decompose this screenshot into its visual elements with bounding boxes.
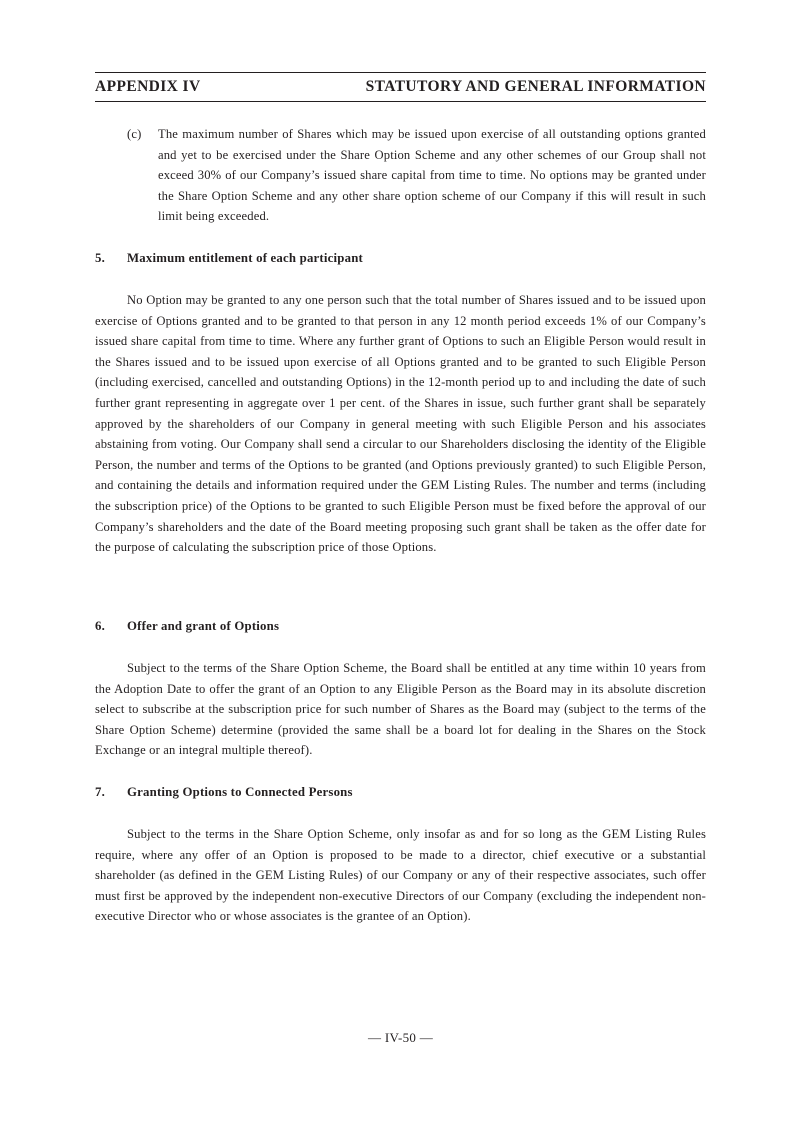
page-number: — IV-50 —	[367, 1030, 434, 1045]
section-heading-7	[95, 782, 706, 802]
header-rule-top	[95, 72, 706, 73]
header-right-title: STATUTORY AND GENERAL INFORMATION	[365, 78, 706, 95]
page-header	[95, 78, 706, 102]
section-5-paragraph: No Option may be granted to any one person such that the total number of Shares issued and to be issued upon exercise of Options granted and to be granted to that person in any 12 month period exceeds 1% of our Company’s issued share capital from time to time. Where any further grant of Options to such an Eligible Person would result in the Shares issued and to be issued upon exercise of all Options granted and to be granted to such Eligible Person (including exercised, cancelled and outstanding Options) in the 12-month period up to and including the date of such further grant representing in aggregate over 1 per cent. of the Shares in issue, such further grant shall be separately approved by the shareholders of our Company in general meeting with such Eligible Person and his associates abstaining from voting. Our Company shall send a circular to our Shareholders disclosing the identity of the Eligible Person, the number and terms of the Options to be granted (and Options previously granted) to such Eligible Person, and containing the details and information required under the GEM Listing Rules. The number and terms (including the subscription price) of the Options to be granted to such Eligible Person must be fixed before the approval of our Company’s shareholders and the date of the Board meeting proposing such grant shall be taken as the offer date for the purpose of calculating the subscription price of those Options.	[95, 293, 706, 555]
section-title: Offer and grant of Options	[127, 619, 280, 633]
section-heading-6	[95, 616, 706, 636]
list-item-text: The maximum number of Shares which may be issued upon exercise of all outstanding options granted and yet to be exercised under the Share Option Scheme and any other schemes of our Group shall not exceed 30% of our Company’s issued share capital from time to time. No options may be granted under the Share Option Scheme and any other share option scheme of our Company if this will result in such limit being exceeded.	[158, 127, 706, 224]
header-left-title: APPENDIX IV	[95, 78, 201, 95]
section-number: 7.	[95, 785, 105, 799]
document-page	[95, 0, 706, 1131]
section-number: 5.	[95, 251, 105, 265]
section-7-paragraph: Subject to the terms in the Share Option Scheme, only insofar as and for so long as the GEM Listing Rules require, where any offer of an Option is proposed to be made to a director, chief executive or a substantial shareholder (as defined in the GEM Listing Rules) of our Company or any of their respective associates, such offer must first be approved by the independent non-executive Directors of our Company (excluding the independent non-executive Director who or whose associates is the grantee of an Option).	[95, 827, 706, 924]
list-item-label: (c)	[127, 127, 142, 141]
section-heading-5	[95, 248, 706, 268]
list-item-c	[95, 124, 706, 227]
section-number: 6.	[95, 619, 105, 633]
section-title: Granting Options to Connected Persons	[127, 785, 353, 799]
section-title: Maximum entitlement of each participant	[127, 251, 363, 265]
header-rule	[95, 101, 706, 102]
section-6-paragraph: Subject to the terms of the Share Option Scheme, the Board shall be entitled at any time within 10 years from the Adoption Date to offer the grant of an Option to any Eligible Person as the Board may in its absolute discretion select to subscribe at the subscription price for such number of Shares as the Board may (subject to the terms of the Share Option Scheme) determine (provided the same shall be a board lot for dealing in the Shares on the Stock Exchange or an integral multiple thereof).	[95, 661, 706, 758]
